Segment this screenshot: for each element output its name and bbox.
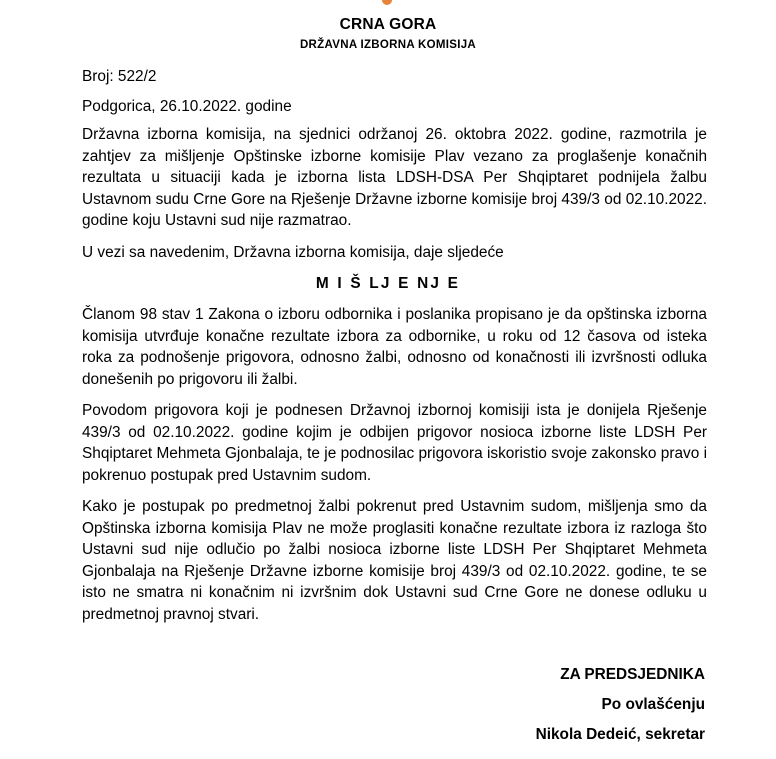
paragraph-3: Kako je postupak po predmetnoj žalbi pokrenut pred Ustavnim sudom, mišljenja smo da Opštinska izborna komisija Plav ne može proglasiti konačne rezultate izbora iz razloga što Ustavni sud nije odlučio po žalbi nosioca izborne liste LDSH Per Shqiptaret Mehmeta Gjonbalaja na Rješenje Državne izborne komisije broj 439/3 od 02.10.2022. godine, te se isto ne smatra ni konačnim ni izvršnim dok Ustavni sud Crne Gore ne donese odluku u predmetnoj pravnoj stvari. (82, 498, 707, 623)
paragraph-2: Povodom prigovora koji je podnesen Državnoj izbornoj komisiji ista je donijela Rješenje 439/3 od 02.10.2022. godine kojim je odbijen prigovor nosioca izborne liste LDSH Per Shqiptaret Mehmeta Gjonbalaja, te je podnosilac prigovora iskoristio svoje zakonsko pravo i pokrenuo postupak pred Ustavnim sudom. (82, 402, 707, 484)
place-date: Podgorica, 26.10.2022. godine (82, 98, 292, 115)
intro-paragraph: Državna izborna komisija, na sjednici održanoj 26. oktobra 2022. godine, razmotrila je zahtjev za mišljenje Opštinske izborne komisije Plav vezano za proglašenje konačnih rezultata u situaciji kada je izborna lista LDSH-DSA Per Shqiptaret podnijela žalbu Ustavnom sudu Crne Gore na Rješenje Državne izborne komisije broj 439/3 od 02.10.2022. godine koju Ustavni sud nije razmatrao. (82, 126, 707, 229)
document-title: M I Š LJ E NJ E (315, 275, 461, 292)
signature-for: ZA PREDSJEDNIKA (560, 666, 705, 683)
signature-authority: Po ovlašćenju (601, 696, 705, 713)
header-country: CRNA GORA (339, 16, 437, 33)
signature-name: Nikola Dedeić, sekretar (535, 726, 705, 743)
lead-in: U vezi sa navedenim, Državna izborna komisija, daje sljedeće (82, 244, 504, 261)
header-organization: DRŽAVNA IZBORNA KOMISIJA (299, 39, 477, 51)
top-accent-mark (382, 0, 392, 5)
paragraph-1: Članom 98 stav 1 Zakona o izboru odbornika i poslanika propisano je da opštinska izborna komisija utvrđuje konačne rezultate izbora za odbornike, u roku od 12 časova od isteka roka za podnošenje prigovora, odnosno žalbi, odnosno od konačnosti ili izvršnosti odluka donešenih po prigovoru ili žalbi. (82, 306, 707, 388)
document-number: Broj: 522/2 (82, 68, 157, 85)
